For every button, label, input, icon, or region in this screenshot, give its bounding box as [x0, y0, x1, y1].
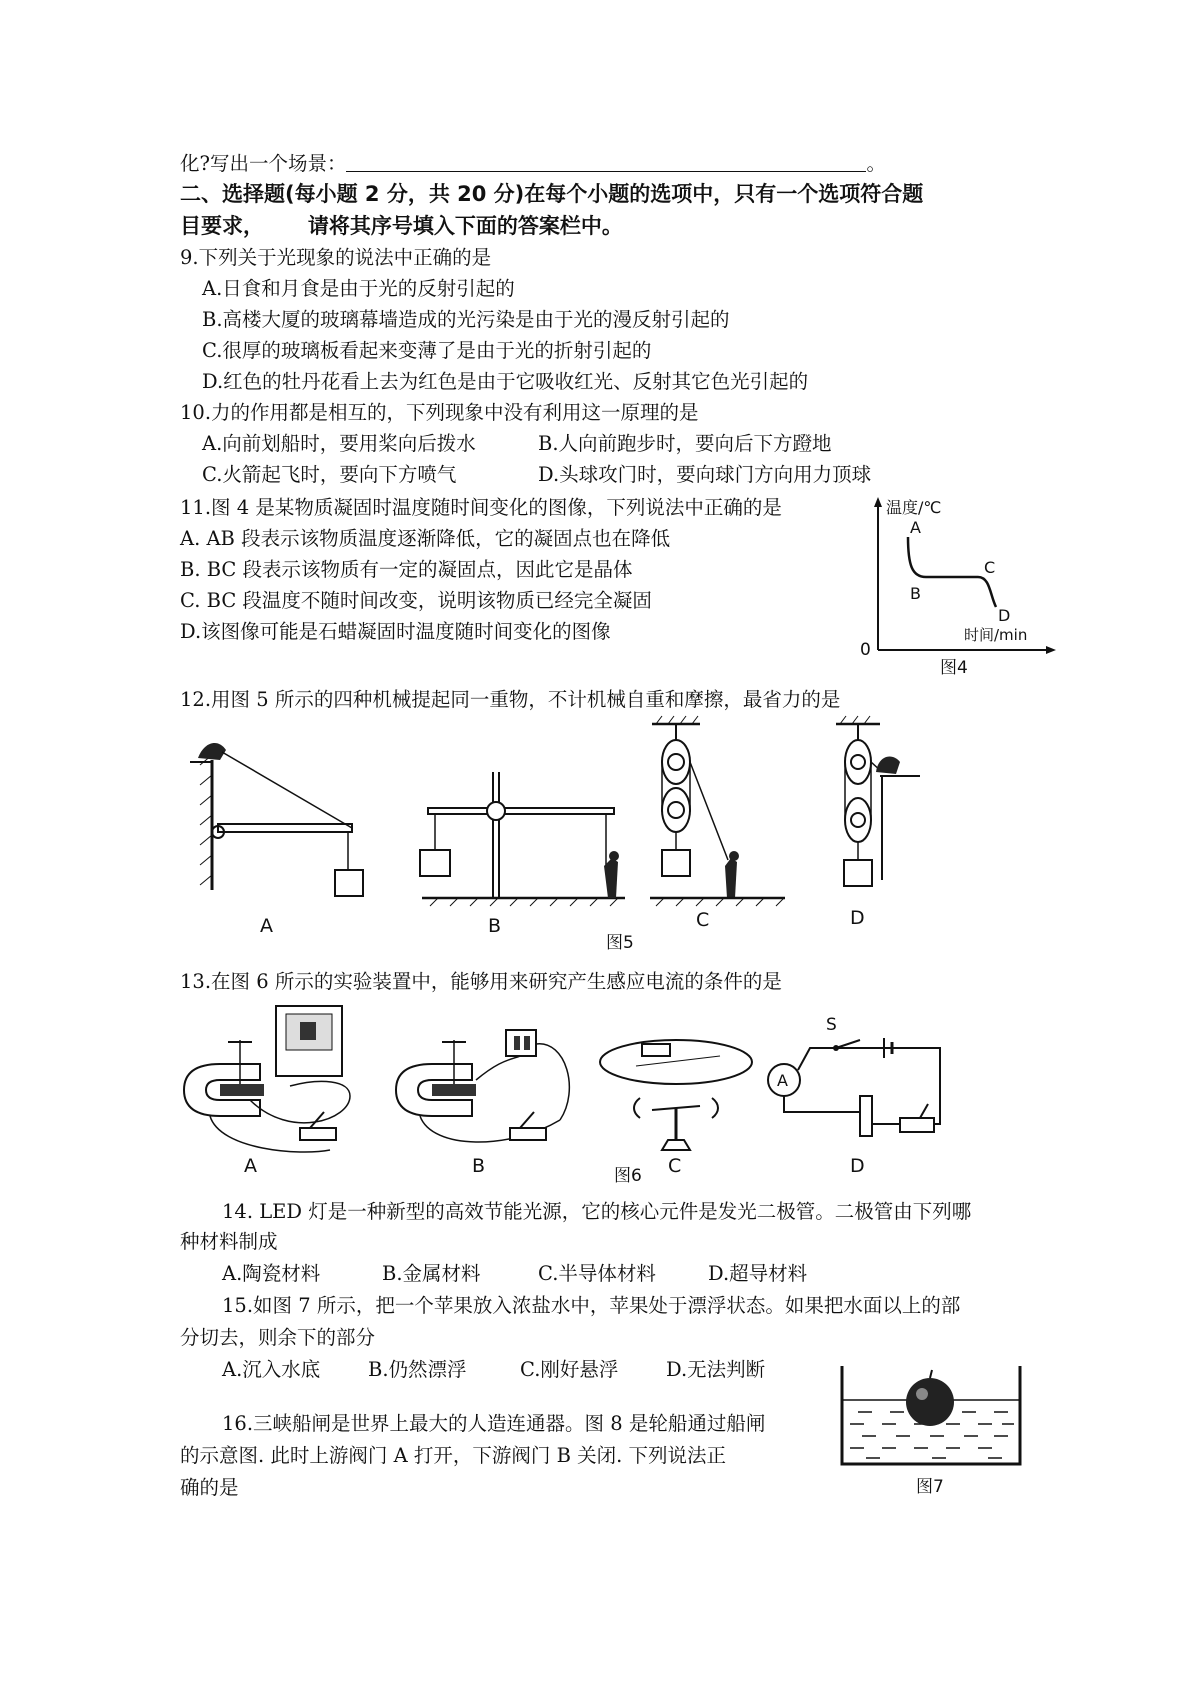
cooling-curve [908, 537, 996, 607]
machine-a-lever [190, 743, 363, 896]
q14-option-c[interactable]: C.半导体材料 [538, 1262, 656, 1285]
y-axis-label: 温度/℃ [886, 498, 942, 517]
figure-5-machines [180, 720, 1060, 953]
person-d-figure [876, 757, 900, 774]
y-axis-arrow [874, 497, 882, 507]
figure-7-apple-in-brine [838, 1362, 1028, 1498]
q14-option-b[interactable]: B.金属材料 [382, 1262, 481, 1285]
fig6-label-a: A [244, 1155, 257, 1177]
rheostat [900, 1118, 934, 1132]
setup-b-magnet-battery [396, 1030, 569, 1142]
q12-stem: 12.用图 5 所示的四种机械提起同一重物，不计机械自重和摩擦，最省力的是 [180, 688, 841, 711]
machine-d-pulley [836, 716, 920, 886]
q16-line2: 的示意图. 此时上游阀门 A 打开，下游阀门 B 关闭. 下列说法正 [180, 1444, 727, 1467]
switch-b [510, 1128, 546, 1140]
figure-5-caption: 图5 [606, 933, 634, 953]
q14-line1: 14. LED 灯是一种新型的高效节能光源，它的核心元件是发光二极管。二极管由下列哪 [222, 1200, 972, 1223]
ammeter-label: A [777, 1071, 788, 1090]
q9-option-b[interactable]: B.高楼大厦的玻璃幕墙造成的光污染是由于光的漫反射引起的 [202, 308, 730, 331]
q15-option-c[interactable]: C.刚好悬浮 [520, 1358, 619, 1381]
point-a-label: A [910, 518, 921, 537]
intro-suffix: 。 [866, 152, 886, 175]
apple [906, 1378, 954, 1426]
magnet-c [642, 1044, 670, 1056]
q16-line1: 16.三峡船闸是世界上最大的人造连通器。图 8 是轮船通过船闸 [222, 1412, 766, 1435]
figure-7-caption: 图7 [916, 1477, 944, 1497]
q9-option-d[interactable]: D.红色的牡丹花看上去为红色是由于它吸收红光、反射其它色光引起的 [202, 370, 809, 393]
q11-option-d[interactable]: D.该图像可能是石蜡凝固时温度随时间变化的图像 [180, 620, 611, 643]
q14-option-a[interactable]: A.陶瓷材料 [222, 1262, 321, 1285]
fig6-label-b: B [472, 1155, 486, 1177]
switch-a [300, 1128, 336, 1140]
x-axis-label: 时间/min [964, 626, 1028, 644]
q15-option-a[interactable]: A.沉入水底 [222, 1358, 321, 1381]
q9-stem: 9.下列关于光现象的说法中正确的是 [180, 246, 492, 269]
q14-option-d[interactable]: D.超导材料 [708, 1262, 808, 1285]
point-d-label: D [998, 606, 1011, 625]
point-c-label: C [984, 558, 996, 577]
q10-option-b[interactable]: B.人向前跑步时，要向后下方蹬地 [538, 432, 832, 455]
q15-option-b[interactable]: B.仍然漂浮 [368, 1358, 467, 1381]
intro-line [180, 150, 886, 178]
q10-option-c[interactable]: C.火箭起飞时，要向下方喷气 [202, 463, 457, 486]
q15-line1: 15.如图 7 所示，把一个苹果放入浓盐水中，苹果处于漂浮状态。如果把水面以上的部 [222, 1294, 961, 1317]
figure-6-induction-setups [180, 1000, 1060, 1180]
machine-c-pulley-block [650, 716, 785, 906]
person-a-figure [198, 743, 226, 760]
point-b-label: B [910, 584, 921, 603]
q16-line3: 确的是 [180, 1476, 239, 1499]
fig5-label-a: A [260, 915, 273, 937]
battery-b [506, 1030, 536, 1056]
switch-label: S [826, 1015, 837, 1035]
q15-line2: 分切去，则余下的部分 [180, 1326, 376, 1349]
q11-stem: 11.图 4 是某物质凝固时温度随时间变化的图像，下列说法中正确的是 [180, 496, 782, 519]
q9-option-a[interactable]: A.日食和月食是由于光的反射引起的 [202, 277, 515, 300]
person-c-figure [725, 858, 737, 898]
switch-s [836, 1040, 860, 1048]
fig6-label-d: D [850, 1155, 865, 1177]
figure-6-caption: 图6 [614, 1166, 642, 1186]
answer-blank[interactable] [346, 153, 866, 172]
intro-prefix: 化?写出一个场景： [180, 152, 347, 175]
q11-option-a[interactable]: A. AB 段表示该物质温度逐渐降低，它的凝固点也在降低 [180, 527, 671, 550]
q13-stem: 13.在图 6 所示的实验装置中，能够用来研究产生感应电流的条件的是 [180, 970, 782, 993]
machine-b-balance [420, 772, 625, 906]
q11-option-c[interactable]: C. BC 段温度不随时间改变，说明该物质已经完全凝固 [180, 589, 652, 612]
section-header-line1: 二、选择题(每小题 2 分，共 20 分)在每个小题的选项中，只有一个选项符合题 [180, 182, 924, 206]
q14-line2: 种材料制成 [180, 1230, 278, 1253]
q9-option-c[interactable]: C.很厚的玻璃板看起来变薄了是由于光的折射引起的 [202, 339, 652, 362]
q15-option-d[interactable]: D.无法判断 [666, 1358, 766, 1381]
conductor-rod [860, 1096, 872, 1136]
setup-d-circuit [768, 1015, 940, 1136]
figure-4-caption: 图4 [940, 658, 968, 678]
setup-c-rotating-disc [600, 1040, 752, 1150]
fig5-label-b: B [488, 915, 502, 937]
setup-a-magnet-galvanometer [184, 1006, 350, 1152]
q10-option-d[interactable]: D.头球攻门时，要向球门方向用力顶球 [538, 463, 872, 486]
x-axis-arrow [1046, 646, 1056, 654]
figure-4-cooling-curve [860, 495, 1060, 678]
q10-stem: 10.力的作用都是相互的，下列现象中没有利用这一原理的是 [180, 401, 699, 424]
section-header-line2: 目要求， 请将其序号填入下面的答案栏中。 [180, 214, 623, 238]
q11-option-b[interactable]: B. BC 段表示该物质有一定的凝固点，因此它是晶体 [180, 558, 633, 581]
q10-option-a[interactable]: A.向前划船时，要用桨向后拨水 [202, 432, 476, 455]
fig5-label-d: D [850, 907, 865, 929]
person-b-figure [604, 858, 618, 898]
fig6-label-c: C [668, 1155, 682, 1177]
origin-label: 0 [860, 640, 871, 660]
fig5-label-c: C [696, 909, 710, 931]
